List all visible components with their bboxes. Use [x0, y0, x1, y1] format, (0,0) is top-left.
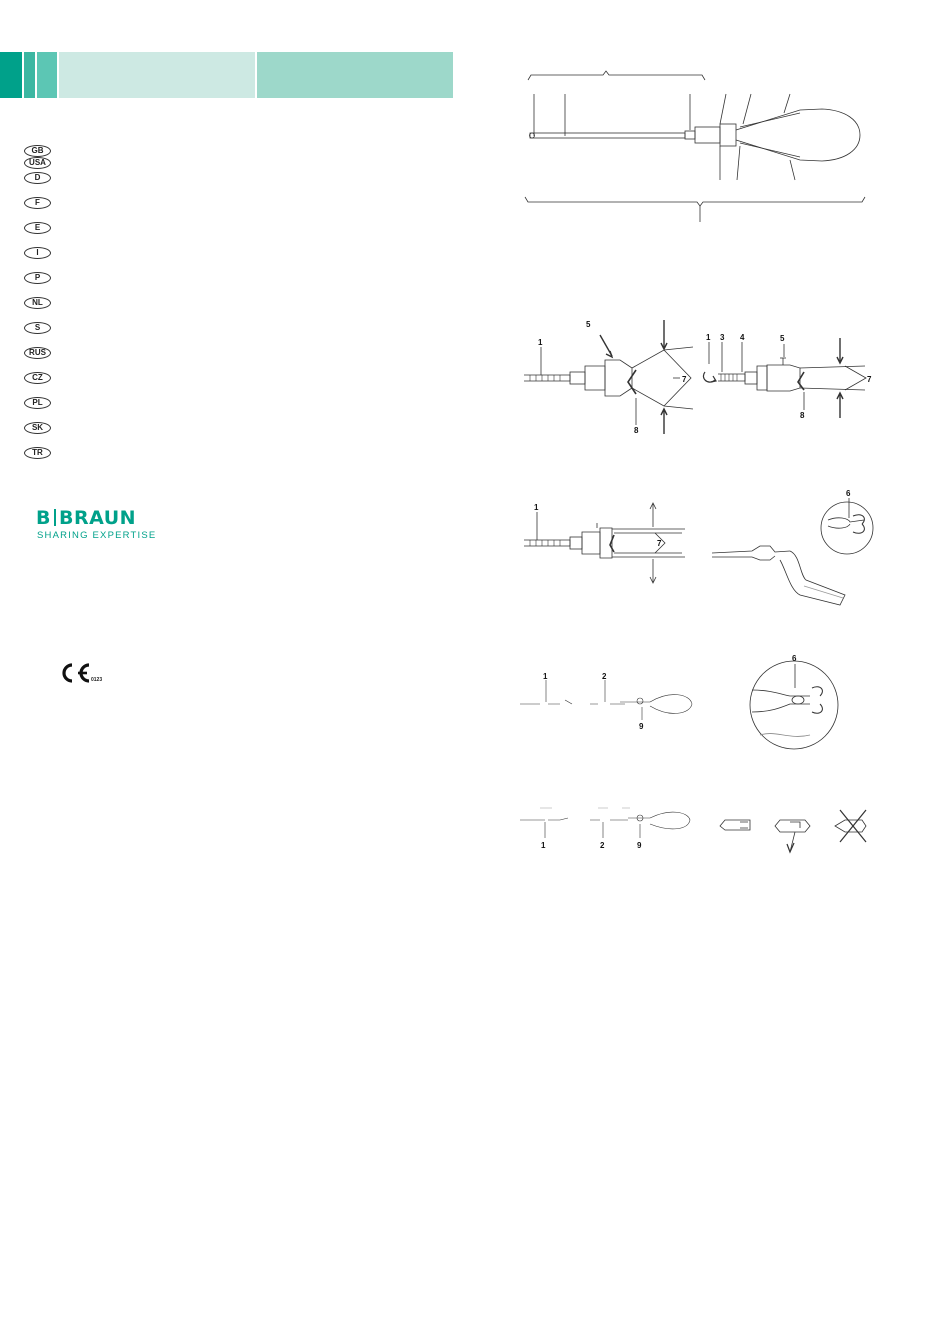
ce-number: 0123 [91, 677, 103, 683]
figure-assembly-right [703, 338, 866, 418]
fig5-left-label-2: 2 [600, 841, 605, 850]
fig2-right-label-3: 3 [720, 333, 725, 342]
lang-badge-tr[interactable]: TR [24, 447, 51, 459]
figure-insert-left [520, 680, 692, 720]
fig2-left-label-7: 7 [682, 375, 687, 384]
figure-overview [525, 71, 865, 222]
logo-b: B [36, 507, 51, 529]
figure-insert-right [750, 661, 838, 749]
figure-open-right [712, 498, 873, 605]
fig5-left-label-1: 1 [541, 841, 546, 850]
figure-assembly-left [524, 320, 693, 434]
lang-badge-pl[interactable]: PL [24, 397, 51, 409]
lang-badge-usa[interactable]: USA [24, 157, 51, 169]
lang-badge-e[interactable]: E [24, 222, 51, 234]
lang-badge-rus[interactable]: RUS [24, 347, 51, 359]
fig2-left-label-1: 1 [538, 338, 543, 347]
fig4-left-label-9: 9 [639, 722, 644, 731]
figure-remove-left [520, 808, 690, 838]
lang-badge-gb[interactable]: GB [24, 145, 51, 157]
fig2-left-label-8: 8 [634, 426, 639, 435]
fig4-left-label-2: 2 [602, 672, 607, 681]
fig2-right-label-4: 4 [740, 333, 745, 342]
lang-badge-d[interactable]: D [24, 172, 51, 184]
fig2-right-label-1: 1 [706, 333, 711, 342]
fig3-left-label-1: 1 [534, 503, 539, 512]
figure-remove-right [720, 810, 866, 852]
logo-name: BRAUN [58, 507, 137, 529]
lang-badge-i[interactable]: I [24, 247, 51, 259]
brand-tagline: SHARING EXPERTISE [37, 530, 157, 541]
fig2-left-label-5: 5 [586, 320, 591, 329]
lang-badge-p[interactable]: P [24, 272, 51, 284]
fig3-left-label-7: 7 [657, 539, 662, 548]
fig2-right-label-5: 5 [780, 334, 785, 343]
lang-badge-cz[interactable]: CZ [24, 372, 51, 384]
lang-badge-nl[interactable]: NL [24, 297, 51, 309]
fig2-right-label-7: 7 [867, 375, 872, 384]
fig5-left-label-9: 9 [637, 841, 642, 850]
lang-badge-sk[interactable]: SK [24, 422, 51, 434]
fig3-right-label-6: 6 [846, 489, 851, 498]
lang-badge-f[interactable]: F [24, 197, 51, 209]
lang-badge-s[interactable]: S [24, 322, 51, 334]
fig4-right-label-6: 6 [792, 654, 797, 663]
fig2-right-label-8: 8 [800, 411, 805, 420]
fig4-left-label-1: 1 [543, 672, 548, 681]
